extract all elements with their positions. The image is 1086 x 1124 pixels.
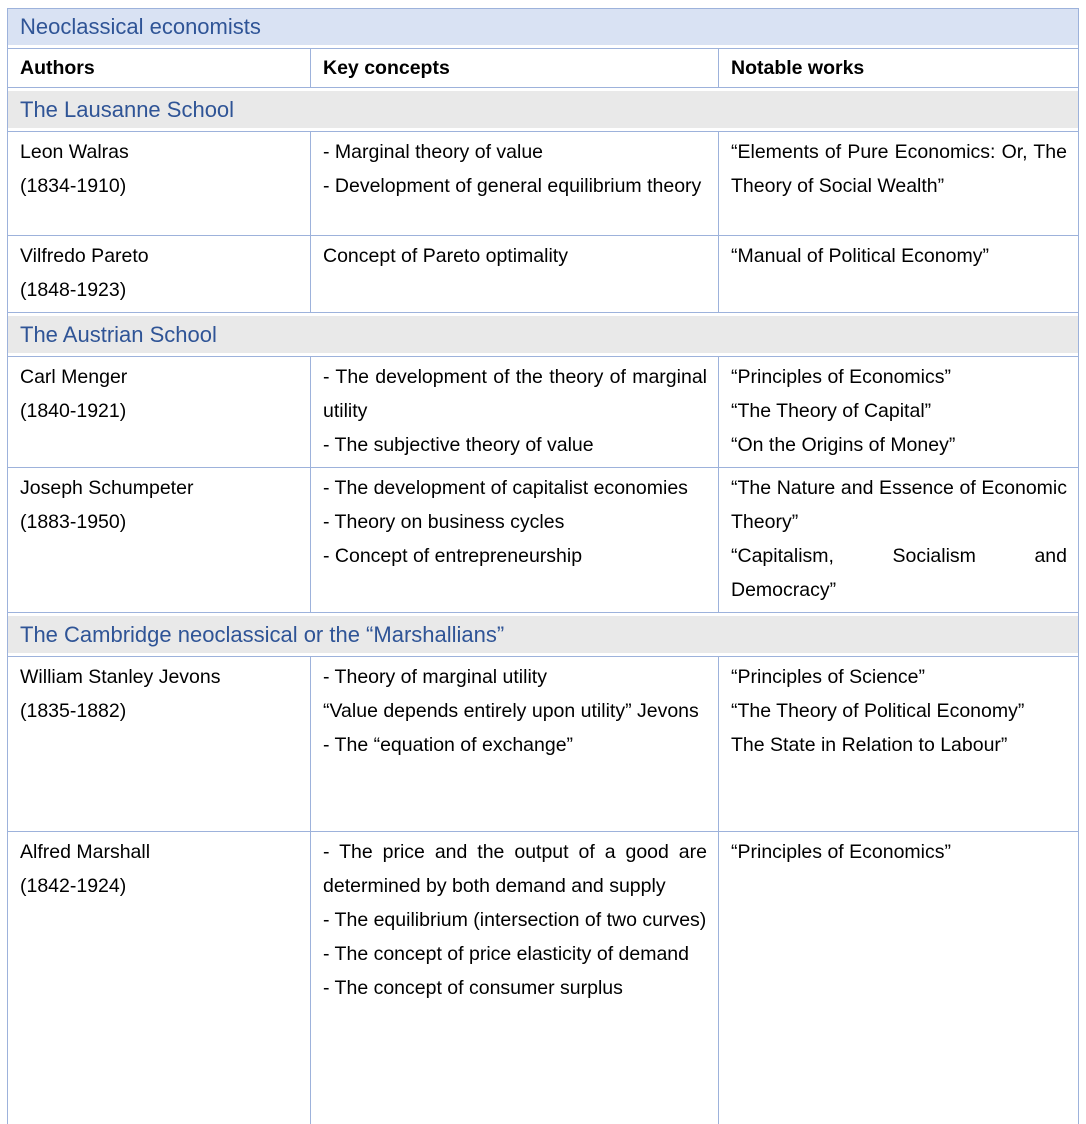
key-concept-item: - Development of general equilibrium theory [323, 175, 702, 197]
author-name: William Stanley Jevons [20, 666, 221, 688]
section-block-austrian [8, 356, 1078, 613]
key-concept-item: - The equilibrium (intersection of two curves) [323, 909, 707, 931]
notable-work-item: “The Theory of Political Economy” [731, 700, 1025, 722]
notable-work-item: “Principles of Economics” [731, 366, 951, 388]
key-concept-item: - The concept of consumer surplus [323, 977, 623, 999]
key-concept-item: - Theory of marginal utility [323, 666, 547, 688]
author-dates: (1883-1950) [20, 511, 127, 533]
key-concept-item: - The development of capitalist economies [323, 477, 688, 499]
notable-works-cell [718, 467, 1078, 612]
author-dates: (1842-1924) [20, 875, 127, 897]
notable-work-item: The State in Relation to Labour” [731, 734, 1008, 756]
author-name: Joseph Schumpeter [20, 477, 194, 499]
key-concepts-cell [310, 356, 718, 467]
author-name: Alfred Marshall [20, 841, 151, 863]
column-header-key-concepts: Key concepts [310, 48, 718, 87]
notable-works-cell [718, 356, 1078, 467]
key-concepts-cell [310, 831, 718, 1124]
section-block-lausanne [8, 131, 1078, 313]
author-cell [8, 656, 310, 831]
notable-work-item: “The Nature and Essence of Economic Theory” [731, 477, 1067, 533]
section-block-cambridge [8, 656, 1078, 1124]
author-cell [8, 356, 310, 467]
notable-work-item: “Elements of Pure Economics: Or, The Theory of Social Wealth” [731, 141, 1067, 197]
author-dates: (1848-1923) [20, 279, 127, 301]
notable-works-cell [718, 831, 1078, 1124]
key-concept-item: - The development of the theory of marginal utility [323, 366, 707, 422]
header-row [8, 48, 1078, 88]
author-cell [8, 235, 310, 312]
notable-work-item: “On the Origins of Money” [731, 434, 956, 456]
column-header-authors: Authors [8, 48, 310, 87]
author-name: Vilfredo Pareto [20, 245, 149, 267]
key-concept-item: - Marginal theory of value [323, 141, 544, 163]
author-dates: (1835-1882) [20, 700, 127, 722]
column-header-notable-works: Notable works [718, 48, 1078, 87]
notable-work-item: “The Theory of Capital” [731, 400, 932, 422]
author-name: Carl Menger [20, 366, 128, 388]
author-cell [8, 831, 310, 1124]
key-concept-item: - The concept of price elasticity of demand [323, 943, 689, 965]
section-header-austrian: The Austrian School [8, 316, 1078, 353]
author-name: Leon Walras [20, 141, 129, 163]
key-concept-item: - The “equation of exchange” [323, 734, 574, 756]
section-header-cambridge: The Cambridge neoclassical or the “Marshallians” [8, 616, 1078, 653]
notable-work-item: “Principles of Science” [731, 666, 925, 688]
author-cell [8, 467, 310, 612]
author-cell [8, 131, 310, 235]
author-dates: (1840-1921) [20, 400, 127, 422]
notable-work-item: “Principles of Economics” [731, 841, 951, 863]
key-concept-item: - Concept of entrepreneurship [323, 545, 583, 567]
notable-works-cell [718, 131, 1078, 235]
key-concept-item: - The price and the output of a good are determined by both demand and supply [323, 841, 707, 897]
section-header-lausanne: The Lausanne School [8, 91, 1078, 128]
notable-work-item: “Capitalism, Socialism and Democracy” [731, 545, 1067, 601]
key-concepts-cell [310, 235, 718, 312]
table-title: Neoclassical economists [8, 9, 1078, 45]
key-concepts-cell [310, 467, 718, 612]
notable-work-item: “Manual of Political Economy” [731, 245, 989, 267]
key-concept-item: “Value depends entirely upon utility” Jevons [323, 700, 699, 722]
key-concept-item: Concept of Pareto optimality [323, 245, 568, 267]
key-concepts-cell [310, 131, 718, 235]
notable-works-cell [718, 235, 1078, 312]
key-concepts-cell [310, 656, 718, 831]
key-concept-item: - Theory on business cycles [323, 511, 565, 533]
key-concept-item: - The subjective theory of value [323, 434, 594, 456]
economists-table [7, 8, 1079, 1124]
author-dates: (1834-1910) [20, 175, 127, 197]
notable-works-cell [718, 656, 1078, 831]
